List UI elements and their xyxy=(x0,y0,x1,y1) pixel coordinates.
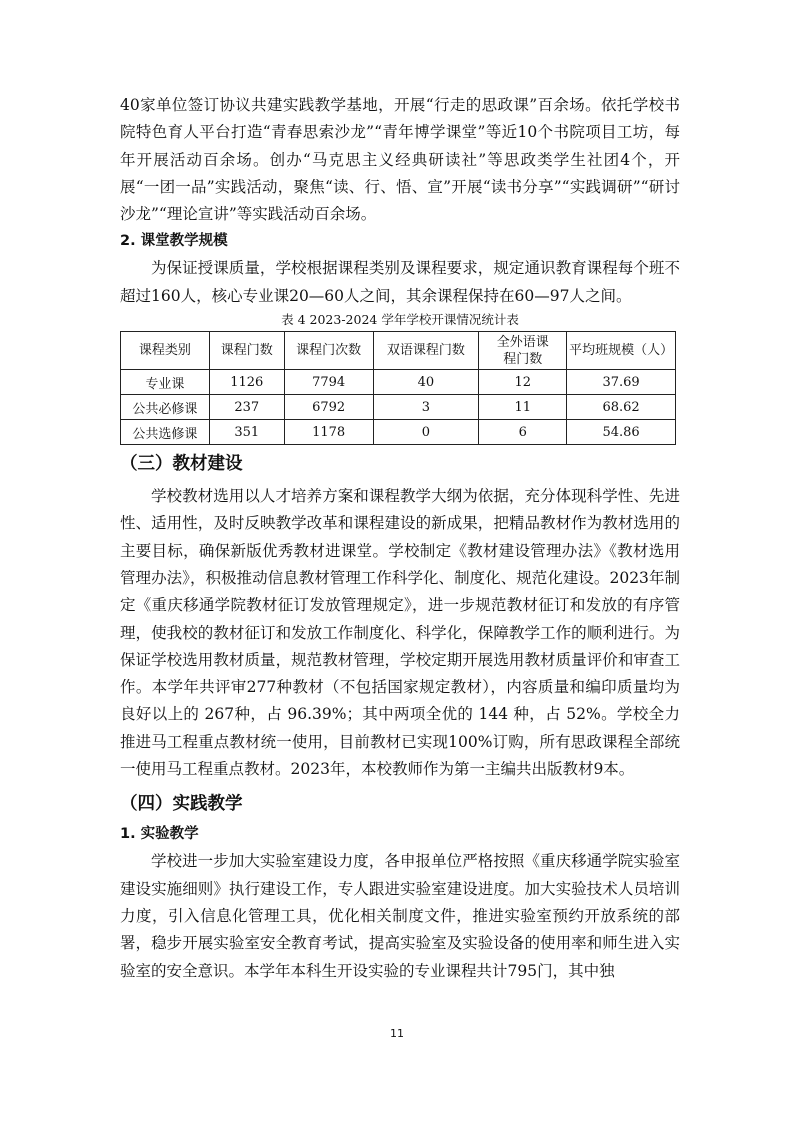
table-cell: 专业课 xyxy=(121,370,210,395)
classroom-scale-heading: 2. 课堂教学规模 xyxy=(120,233,228,250)
table-header-cell: 课程类别 xyxy=(121,332,210,370)
table-cell: 37.69 xyxy=(567,370,676,395)
table-cell: 1126 xyxy=(209,370,284,395)
table-header-cell: 双语课程门数 xyxy=(373,332,479,370)
table-cell: 0 xyxy=(373,420,479,445)
table-caption: 表 4 2023-2024 学年学校开课情况统计表 xyxy=(281,312,519,328)
table-cell: 公共选修课 xyxy=(121,420,210,445)
document-page xyxy=(120,92,680,985)
table-cell: 3 xyxy=(373,395,479,420)
table-cell: 351 xyxy=(209,420,284,445)
intro-paragraph: 40家单位签订协议共建实践教学基地，开展“行走的思政课”百余场。依托学校书院特色育人平台打造“青春思索沙龙”“青年博学课堂”等近10个书院项目工坊，每年开展活动百余场。创办“马克思主义经典研读社”等思政类学生社团4个，开展“一团一品”实践活动，聚焦“读、行、悟、宣”开展“读书分享”“实践调研”“研讨沙龙”“理论宣讲”等实践活动百余场。 xyxy=(120,96,680,224)
table-row xyxy=(121,395,676,420)
table-header-cell: 课程门数 xyxy=(209,332,284,370)
table-cell: 40 xyxy=(373,370,479,395)
table-cell: 11 xyxy=(479,395,567,420)
page-number: 11 xyxy=(390,1027,404,1040)
table-cell: 7794 xyxy=(284,370,373,395)
table-cell: 237 xyxy=(209,395,284,420)
table-cell: 1178 xyxy=(284,420,373,445)
section-four-heading: （四）实践教学 xyxy=(120,794,243,815)
section-three-heading: （三）教材建设 xyxy=(120,454,243,475)
classroom-scale-paragraph: 为保证授课质量，学校根据课程类别及课程要求，规定通识教育课程每个班不超过160人，核心专业课20—60人之间，其余课程保持在60—97人之间。 xyxy=(120,259,680,305)
table-row xyxy=(121,420,676,445)
table-cell: 公共必修课 xyxy=(121,395,210,420)
table-header-cell: 全外语课程门数 xyxy=(479,332,567,370)
experiment-paragraph: 学校进一步加大实验室建设力度，各申报单位严格按照《重庆移通学院实验室建设实施细则》执行建设工作，专人跟进实验室建设进度。加大实验技术人员培训力度，引入信息化管理工具，优化相关制度文件，推进实验室预约开放系统的部署，稳步开展实验室安全教育考试，提高实验室及实验设备的使用率和师生进入实验室的安全意识。本学年本科生开设实验的专业课程共计795门，其中独 xyxy=(120,852,680,980)
table-header-cell: 课程门次数 xyxy=(284,332,373,370)
textbook-paragraph: 学校教材选用以人才培养方案和课程教学大纲为依据，充分体现科学性、先进性、适用性，及时反映教学改革和课程建设的新成果，把精品教材作为教材选用的主要目标，确保新版优秀教材进课堂。学校制定《教材建设管理办法》《教材选用管理办法》，积极推动信息教材管理工作科学化、制度化、规范化建设。2023年制定《重庆移通学院教材征订发放管理规定》，进一步规范教材征订和发放的有序管理，使我校的教材征订和发放工作制度化、科学化，保障教学工作的顺利进行。为保证学校选用教材质量，规范教材管理，学校定期开展选用教材质量评价和审查工作。本学年共评审277种教材（不包括国家规定教材），内容质量和编印质量均为良好以上的 267种，占 96.39%；其中两项全优的 144 种，占 52%。学校全力推进马工程重点教材统一使用，目前教材已实现100%订购，所有思政课程全部统一使用马工程重点教材。2023年，本校教师作为第一主编共出版教材9本。 xyxy=(120,487,680,779)
table-row xyxy=(121,370,676,395)
table-cell: 12 xyxy=(479,370,567,395)
table-cell: 54.86 xyxy=(567,420,676,445)
table-cell: 6 xyxy=(479,420,567,445)
table-header-cell: 平均班规模（人） xyxy=(567,332,676,370)
table-cell: 6792 xyxy=(284,395,373,420)
table-header-row xyxy=(121,332,676,370)
experiment-teaching-heading: 1. 实验教学 xyxy=(120,826,199,843)
course-statistics-table xyxy=(120,331,676,445)
table-cell: 68.62 xyxy=(567,395,676,420)
